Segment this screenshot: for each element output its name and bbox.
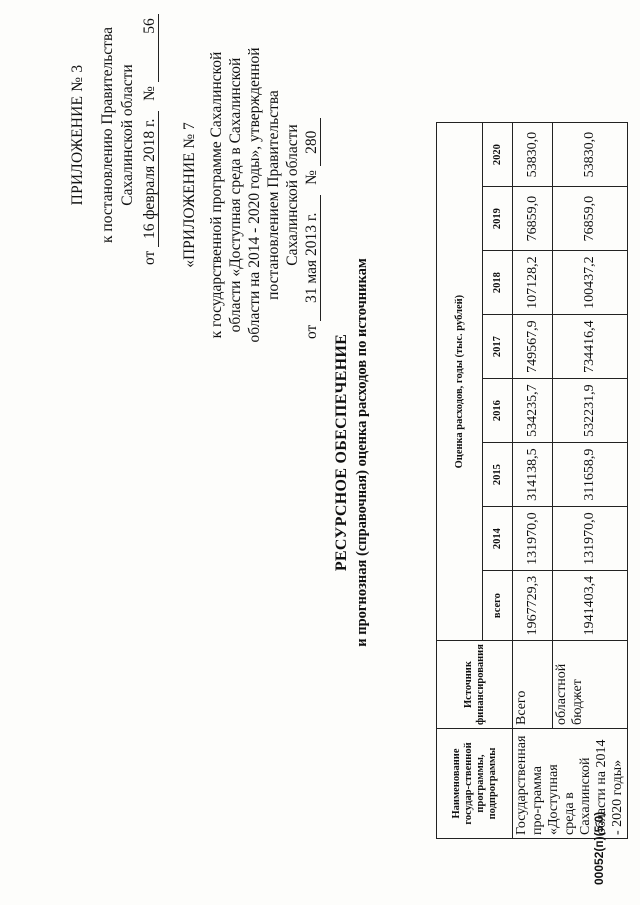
total-cell: 1941403,4 bbox=[553, 571, 628, 641]
value-cell: 76859,0 bbox=[553, 187, 628, 251]
appendix-3-date-line bbox=[140, 5, 160, 265]
total-cell: 1967729,3 bbox=[513, 571, 553, 641]
header-source: Источник финансирования bbox=[437, 641, 513, 729]
header-year: 2014 bbox=[483, 507, 513, 571]
appendix-3-title: ПРИЛОЖЕНИЕ № 3 bbox=[69, 64, 86, 206]
appendix-7-number: 280 bbox=[303, 118, 321, 166]
document-title-block bbox=[333, 0, 371, 905]
appendix-7-date-line bbox=[302, 45, 321, 345]
source-cell: областной бюджет bbox=[553, 641, 628, 729]
value-cell: 53830,0 bbox=[553, 123, 628, 187]
appendix-7-line-5: Сахалинской области bbox=[284, 124, 301, 266]
value-cell: 76859,0 bbox=[513, 187, 553, 251]
header-year: 2020 bbox=[483, 123, 513, 187]
appendix-7-line-3: области на 2014 - 2020 годы», утвержденной bbox=[246, 47, 263, 343]
appendix-3-date: 16 февраля 2018 г. bbox=[141, 111, 159, 247]
value-cell: 532231,9 bbox=[553, 379, 628, 443]
header-year: 2015 bbox=[483, 443, 513, 507]
number-label: № bbox=[303, 170, 320, 185]
number-label: № bbox=[141, 86, 158, 101]
value-cell: 749567,9 bbox=[513, 315, 553, 379]
header-year: 2016 bbox=[483, 379, 513, 443]
source-cell: Всего bbox=[513, 641, 553, 729]
resource-table bbox=[436, 122, 628, 839]
value-cell: 100437,2 bbox=[553, 251, 628, 315]
header-year: 2019 bbox=[483, 187, 513, 251]
header-program-name: Наименование государ-ственной программы, подпрограммы bbox=[437, 729, 513, 839]
value-cell: 131970,0 bbox=[513, 507, 553, 571]
appendix-7-line-4: постановлением Правительства bbox=[265, 90, 282, 300]
header-year: 2018 bbox=[483, 251, 513, 315]
value-cell: 534235,7 bbox=[513, 379, 553, 443]
date-prefix: от bbox=[141, 250, 158, 265]
appendix-3-number: 56 bbox=[141, 14, 159, 82]
header-total: всего bbox=[483, 571, 513, 641]
value-cell: 314138,5 bbox=[513, 443, 553, 507]
value-cell: 107128,2 bbox=[513, 251, 553, 315]
header-estimate: Оценка расходов, годы (тыс. рублей) bbox=[437, 123, 483, 641]
appendix-7-header bbox=[180, 45, 321, 345]
header-year: 2017 bbox=[483, 315, 513, 379]
document-code: 00052(п)(5.0) bbox=[592, 811, 606, 885]
program-name-cell: Государственная про-грамма «Доступная среда в Сахалинской области на 2014 - 2020 годы» bbox=[513, 729, 628, 839]
date-prefix: от bbox=[303, 324, 320, 339]
appendix-3-line-2: Сахалинской области bbox=[119, 64, 136, 206]
appendix-7-date: 31 мая 2013 г. bbox=[303, 195, 321, 321]
appendix-7-title: «ПРИЛОЖЕНИЕ № 7 bbox=[181, 122, 198, 268]
document-subtitle: и прогнозная (справочная) оценка расходов по источникам bbox=[354, 258, 370, 647]
table-row bbox=[513, 123, 553, 839]
appendix-3-header bbox=[68, 5, 160, 265]
appendix-7-line-1: к государственной программе Сахалинской bbox=[208, 51, 225, 339]
document-title: РЕСУРСНОЕ ОБЕСПЕЧЕНИЕ bbox=[333, 333, 350, 572]
appendix-3-line-1: к постановлению Правительства bbox=[99, 27, 116, 243]
value-cell: 131970,0 bbox=[553, 507, 628, 571]
value-cell: 53830,0 bbox=[513, 123, 553, 187]
value-cell: 734416,4 bbox=[553, 315, 628, 379]
value-cell: 311658,9 bbox=[553, 443, 628, 507]
appendix-7-line-2: области «Доступная среда в Сахалинской bbox=[227, 57, 244, 333]
